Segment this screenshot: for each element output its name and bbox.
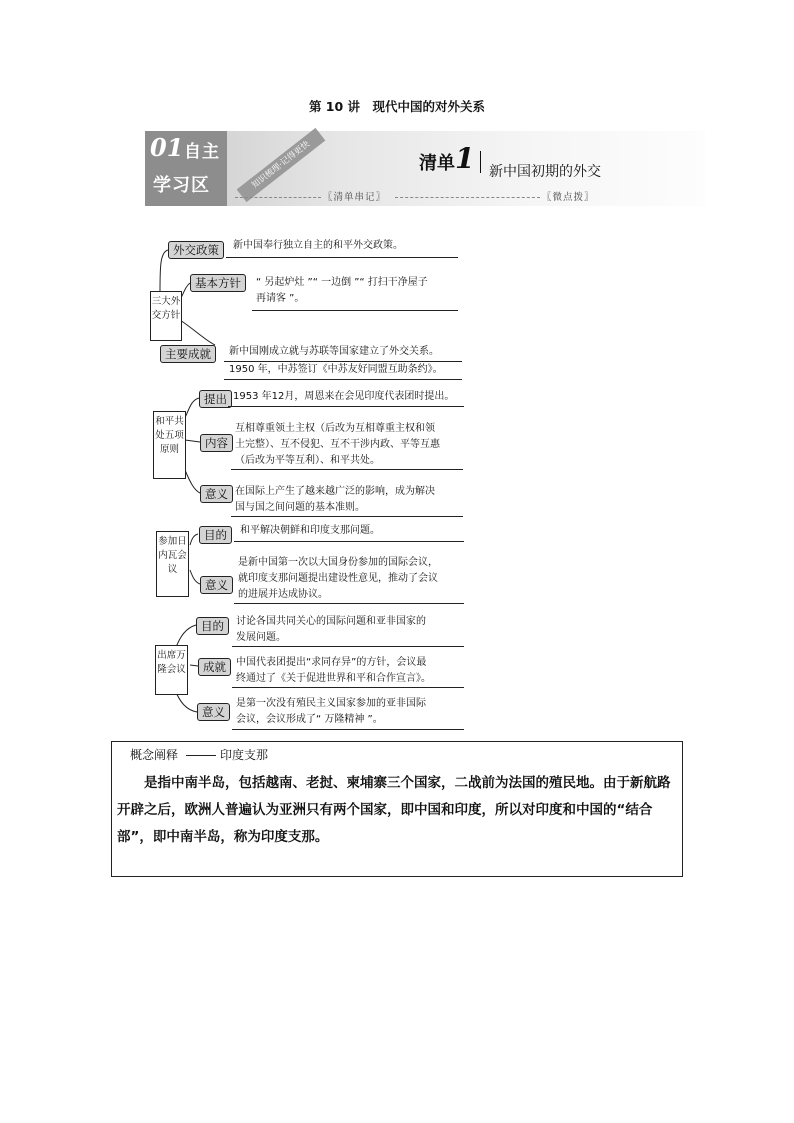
text-basic-guideline-1: “ 另起炉灶 ”“ 一边倒 ”“ 打扫干净屋子 — [256, 277, 428, 288]
text-achievement-b: 终通过了《关于促进世界和平和合作宣言》。 — [236, 673, 431, 684]
connector-1a — [160, 250, 168, 292]
text-content-1: 互相尊重领土主权（后改为互相尊重主权和领 — [235, 423, 435, 434]
text-proposed: 1953 年12月，周恩来在会见印度代表团时提出。 — [233, 391, 455, 402]
concept-term: 印度支那 — [220, 748, 269, 762]
underline — [224, 379, 462, 380]
text-significance-3b: 会议，会议形成了“ 万隆精神 ”。 — [236, 714, 383, 725]
list-label: 清单 — [419, 153, 455, 174]
page-title: 第 10 讲 现代中国的对外关系 — [308, 99, 486, 114]
text-purpose-1: 和平解决朝鲜和印度支那问题。 — [240, 525, 380, 536]
text-significance-2c: 的进展并达成协议。 — [238, 589, 328, 600]
underline — [232, 646, 464, 647]
label-foreign-policy: 外交政策 — [168, 241, 224, 259]
label-purpose-1: 目的 — [199, 526, 232, 544]
underline — [232, 687, 464, 688]
label-basic-guideline: 基本方针 — [190, 274, 246, 292]
text-significance-1b: 国与国之间问题的基本准则。 — [235, 502, 365, 513]
banner-title-bottom: 学习区 — [153, 175, 210, 196]
banner-ribbon: 知识梳理·记得更快 — [237, 128, 326, 202]
concept-dash — [186, 755, 216, 756]
connector-3b — [190, 570, 200, 584]
connector-2b — [185, 440, 200, 442]
box-three-diplomatic-policies: 三大外交方针 — [150, 291, 182, 341]
text-basic-guideline-2: 再请客 ”。 — [256, 293, 305, 304]
banner-number: 01 — [150, 133, 184, 162]
text-purpose-2a: 讨论各国共同关心的国际问题和亚非国家的 — [236, 616, 426, 627]
box-bandung-conference: 出席万隆会议 — [155, 645, 188, 695]
underline — [234, 541, 464, 542]
text-significance-3a: 是第一次没有殖民主义国家参加的亚非国际 — [236, 698, 426, 709]
tag-tips: 〖微点拨〗 — [542, 192, 595, 203]
underline — [232, 729, 464, 730]
label-significance-3: 意义 — [197, 703, 230, 721]
underline — [231, 469, 463, 470]
label-content: 内容 — [200, 434, 233, 452]
connector-2c — [185, 470, 200, 493]
text-purpose-2b: 发展问题。 — [236, 632, 286, 643]
concept-heading: 概念阐释 — [130, 748, 179, 762]
concept-box — [111, 741, 683, 877]
label-purpose-2: 目的 — [196, 617, 229, 635]
underline — [228, 406, 464, 407]
list-subtitle: 新中国初期的外交 — [489, 164, 601, 180]
text-content-2: 土完整）、互不侵犯、互不干涉内政、平等互惠 — [235, 439, 440, 450]
connector-1c — [180, 320, 215, 345]
text-main-achievements-2: 1950 年，中苏签订《中苏友好同盟互助条约》。 — [229, 364, 443, 375]
underline — [252, 310, 458, 311]
text-significance-2a: 是新中国第一次以大国身份参加的国际会议， — [238, 557, 438, 568]
box-geneva-conference: 参加日内瓦会议 — [156, 531, 189, 597]
list-number: 1 — [455, 142, 475, 175]
text-main-achievements-1: 新中国刚成立就与苏联等国家建立了外交关系。 — [229, 346, 439, 357]
box-five-principles: 和平共处五项原则 — [153, 411, 186, 479]
text-significance-1a: 在国际上产生了越来越广泛的影响，成为解决 — [235, 486, 435, 497]
text-significance-2b: 就印度支那问题提出建设性意见，推动了会议 — [238, 573, 438, 584]
connector-4b — [190, 665, 198, 666]
label-achievement: 成就 — [198, 658, 231, 676]
text-content-3: （后改为平等互利）、和平共处。 — [235, 455, 380, 466]
underline — [234, 603, 464, 604]
text-achievement-a: 中国代表团提出“求同存异”的方针，会议最 — [236, 657, 427, 668]
concept-body: 是指中南半岛，包括越南、老挝、柬埔寨三个国家，二战前为法国的殖民地。由于新航路开辟之后，欧洲人普遍认为亚洲只有两个国家，即中国和印度，所以对印度和中国的“结合部”，即中南半岛，称为印度支那。 — [117, 775, 671, 845]
banner-title-top: 自主 — [184, 142, 220, 162]
underline — [226, 257, 458, 258]
label-proposed: 提出 — [199, 390, 232, 408]
connector-3a — [190, 534, 198, 545]
label-significance-2: 意义 — [200, 576, 233, 594]
underline — [231, 516, 463, 517]
connector-2a — [185, 398, 199, 418]
tag-list-notes: 〖清单串记〗 — [323, 192, 387, 203]
text-foreign-policy: 新中国奉行独立自主的和平外交政策。 — [233, 240, 403, 251]
label-significance-1: 意义 — [200, 485, 233, 503]
label-main-achievements: 主要成就 — [160, 345, 216, 363]
